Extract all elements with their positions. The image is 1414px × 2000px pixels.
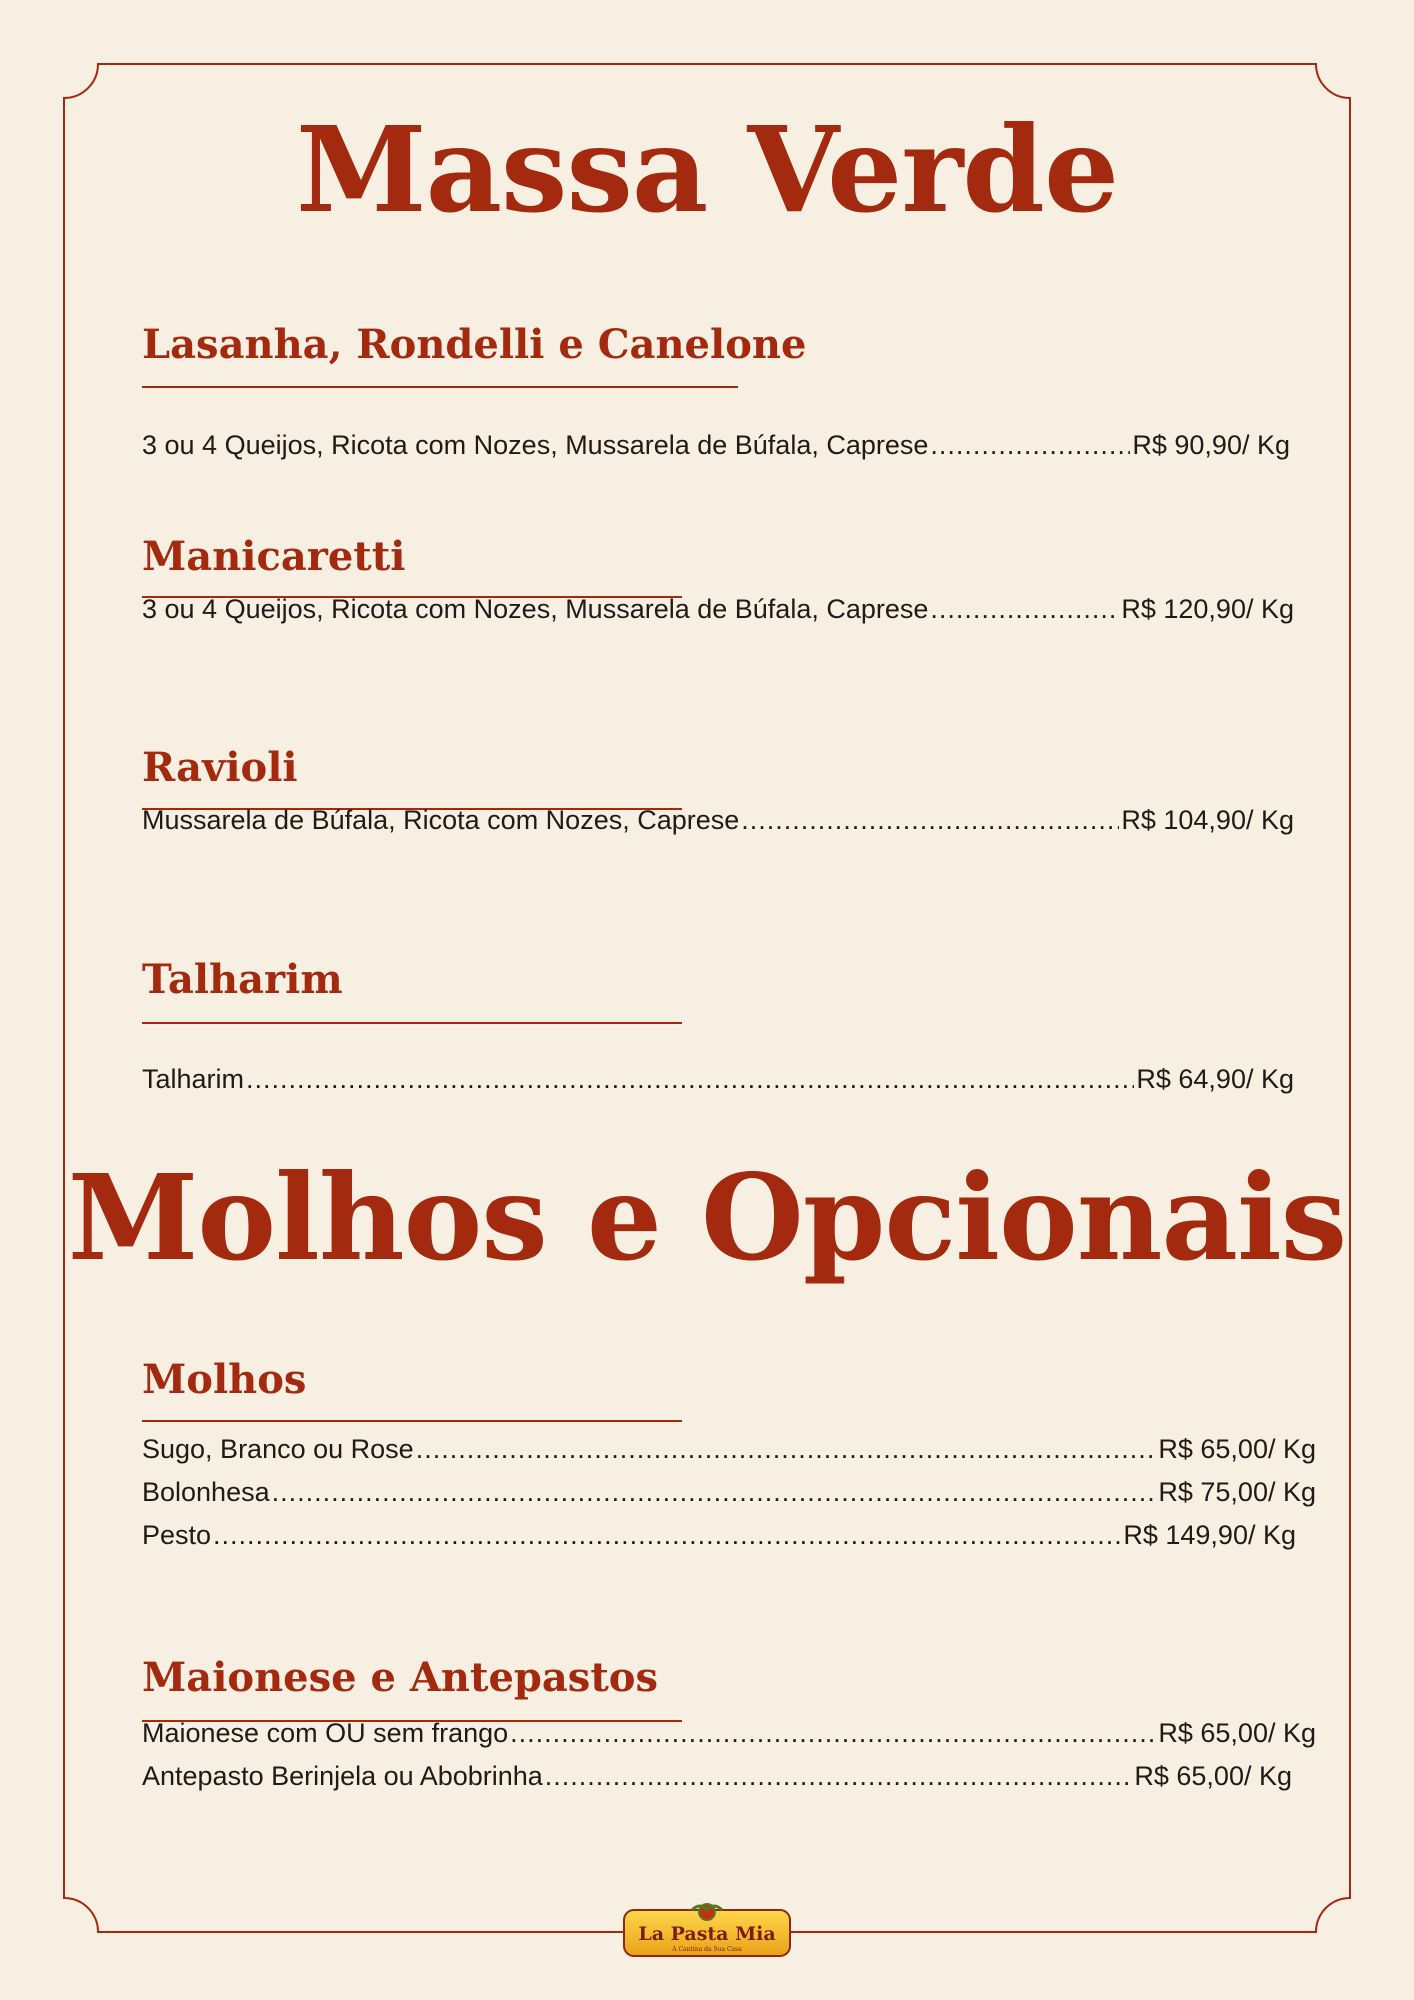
dot-leader xyxy=(213,1518,1121,1552)
menu-item xyxy=(142,803,1294,837)
dot-leader xyxy=(930,592,1119,626)
item-price: R$ 65,00/ Kg xyxy=(1158,1434,1316,1464)
dot-leader xyxy=(246,1062,1134,1096)
logo-text: La Pasta Mia xyxy=(638,1923,776,1945)
item-name: Maionese com OU sem frango xyxy=(142,1718,509,1748)
item-price: R$ 104,90/ Kg xyxy=(1121,805,1294,835)
section-heading-maionese: Maionese e Antepastos xyxy=(142,1654,658,1701)
item-price: R$ 149,90/ Kg xyxy=(1123,1520,1296,1550)
section-rule xyxy=(142,386,738,388)
dot-leader xyxy=(930,428,1130,462)
section-heading-molhos: Molhos xyxy=(142,1356,307,1403)
dot-leader xyxy=(545,1759,1133,1793)
item-price: R$ 120,90/ Kg xyxy=(1121,594,1294,624)
menu-item xyxy=(142,1716,1316,1750)
item-name: 3 ou 4 Queijos, Ricota com Nozes, Mussarela de Búfala, Caprese xyxy=(142,430,929,460)
section-rule xyxy=(142,1022,682,1024)
page-title-massa-verde: Massa Verde xyxy=(295,100,1119,239)
dot-leader xyxy=(741,803,1119,837)
menu-item xyxy=(142,592,1294,626)
section-rule xyxy=(142,1420,682,1422)
dot-leader xyxy=(510,1716,1156,1750)
section-heading-talharim: Talharim xyxy=(142,956,343,1003)
section-heading-ravioli: Ravioli xyxy=(142,744,298,791)
item-price: R$ 65,00/ Kg xyxy=(1158,1718,1316,1748)
item-name: 3 ou 4 Queijos, Ricota com Nozes, Mussarela de Búfala, Caprese xyxy=(142,594,929,624)
item-price: R$ 75,00/ Kg xyxy=(1158,1477,1316,1507)
item-price: R$ 65,00/ Kg xyxy=(1134,1761,1292,1791)
item-name: Sugo, Branco ou Rose xyxy=(142,1434,414,1464)
item-name: Pesto xyxy=(142,1520,212,1550)
menu-item xyxy=(142,1759,1292,1793)
dot-leader xyxy=(416,1432,1157,1466)
item-name: Talharim xyxy=(142,1064,245,1094)
dot-leader xyxy=(272,1475,1157,1509)
menu-item xyxy=(142,428,1290,462)
menu-item xyxy=(142,1432,1316,1466)
item-price: R$ 90,90/ Kg xyxy=(1132,430,1290,460)
menu-item xyxy=(142,1518,1296,1552)
section-heading-manicaretti: Manicaretti xyxy=(142,533,406,580)
menu-item xyxy=(142,1062,1294,1096)
logo-tagline: A Cantina da Sua Casa xyxy=(672,1946,742,1953)
item-name: Mussarela de Búfala, Ricota com Nozes, Caprese xyxy=(142,805,740,835)
la-pasta-mia-logo xyxy=(622,1900,792,1962)
section-heading-lasanha: Lasanha, Rondelli e Canelone xyxy=(142,321,807,368)
item-name: Bolonhesa xyxy=(142,1477,270,1507)
menu-item xyxy=(142,1475,1316,1509)
item-price: R$ 64,90/ Kg xyxy=(1136,1064,1294,1094)
page-title-molhos-e-opcionais: Molhos e Opcionais xyxy=(67,1148,1347,1287)
item-name: Antepasto Berinjela ou Abobrinha xyxy=(142,1761,543,1791)
